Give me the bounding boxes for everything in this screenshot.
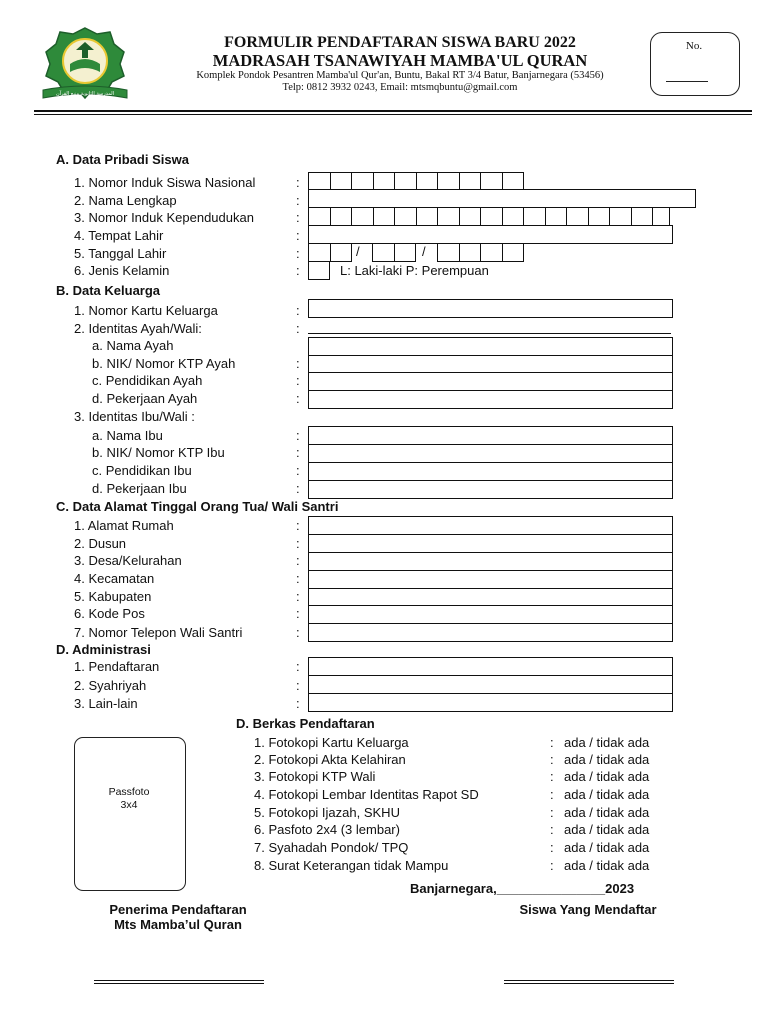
hamlet-input[interactable] — [308, 534, 673, 553]
photo-caption-line1: Passfoto — [108, 786, 150, 798]
date-separator: / — [356, 244, 360, 259]
nik-cells[interactable] — [308, 207, 669, 226]
village-label: 3. Desa/Kelurahan — [74, 553, 182, 568]
district-input[interactable] — [308, 570, 673, 589]
kk-input[interactable] — [308, 299, 673, 318]
colon: : — [296, 228, 300, 243]
colon: : — [296, 625, 300, 640]
school-address: Komplek Pondok Pesantren Mamba'ul Qur'an, Buntu, Bakal RT 3/4 Batur, Banjarnegara (53456) — [196, 70, 604, 81]
registration-number-label: No. — [685, 40, 703, 52]
colon: : — [296, 373, 300, 388]
other-fee-label: 3. Lain-lain — [74, 696, 138, 711]
father-identity-label: 2. Identitas Ayah/Wali: — [74, 321, 202, 336]
receiver-institution: Mts Mamba’ul Quran — [114, 917, 242, 932]
place-date: Banjarnegara,_______________2023 — [410, 881, 635, 896]
svg-text:المدرسة الثانوية منبع القرآن: المدرسة الثانوية منبع القرآن — [55, 91, 115, 97]
registration-number-line — [666, 81, 708, 82]
full-name-input[interactable] — [308, 189, 696, 208]
colon: : — [550, 735, 554, 750]
registration-fee-label: 1. Pendaftaran — [74, 659, 160, 674]
colon: : — [296, 210, 300, 225]
father-identity-line — [308, 333, 671, 334]
village-input[interactable] — [308, 552, 673, 571]
school-contact: Telp: 0812 3932 0243, Email: mtsmqbuntu@gmail.com — [282, 82, 518, 93]
colon: : — [296, 589, 300, 604]
colon: : — [296, 571, 300, 586]
colon: : — [550, 787, 554, 802]
document-status[interactable]: ada / tidak ada — [564, 752, 650, 767]
documents-title: D. Berkas Pendaftaran — [236, 716, 375, 731]
colon: : — [296, 659, 300, 674]
student-signature-line[interactable] — [504, 980, 674, 984]
colon: : — [296, 481, 300, 496]
postal-code-input[interactable] — [308, 605, 673, 624]
mother-nik-label: b. NIK/ Nomor KTP Ibu — [92, 445, 225, 460]
document-item: 7. Syahadah Pondok/ TPQ — [254, 840, 409, 855]
colon: : — [296, 678, 300, 693]
birth-date-label: 5. Tanggal Lahir — [74, 246, 167, 261]
colon: : — [550, 858, 554, 873]
school-logo — [40, 24, 130, 102]
guardian-phone-input[interactable] — [308, 623, 673, 642]
document-item: 6. Pasfoto 2x4 (3 lembar) — [254, 822, 400, 837]
gender-hint: L: Laki-laki P: Perempuan — [340, 263, 489, 278]
mother-job-input[interactable] — [308, 480, 673, 499]
document-status[interactable]: ada / tidak ada — [564, 858, 650, 873]
colon: : — [296, 518, 300, 533]
father-job-input[interactable] — [308, 390, 673, 409]
colon: : — [296, 303, 300, 318]
photo-caption-line2: 3x4 — [120, 799, 138, 811]
full-name-label: 2. Nama Lengkap — [74, 193, 177, 208]
birth-month-cells[interactable] — [372, 243, 415, 262]
document-item: 5. Fotokopi Ijazah, SKHU — [254, 805, 400, 820]
father-name-label: a. Nama Ayah — [92, 338, 174, 353]
address-label: 1. Alamat Rumah — [74, 518, 174, 533]
district-label: 4. Kecamatan — [74, 571, 155, 586]
document-status[interactable]: ada / tidak ada — [564, 840, 650, 855]
regency-label: 5. Kabupaten — [74, 589, 152, 604]
mother-job-label: d. Pekerjaan Ibu — [92, 481, 187, 496]
colon: : — [550, 769, 554, 784]
nik-label: 3. Nomor Induk Kependudukan — [74, 210, 254, 225]
colon: : — [296, 175, 300, 190]
nisn-label: 1. Nomor Induk Siswa Nasional — [74, 175, 256, 190]
school-name: MADRASAH TSANAWIYAH MAMBA'UL QURAN — [212, 51, 588, 70]
section-c-title: C. Data Alamat Tinggal Orang Tua/ Wali Santri — [56, 499, 339, 514]
birth-year-cells[interactable] — [437, 243, 523, 262]
guardian-phone-label: 7. Nomor Telepon Wali Santri — [74, 625, 243, 640]
colon: : — [296, 553, 300, 568]
colon: : — [296, 445, 300, 460]
document-item: 2. Fotokopi Akta Kelahiran — [254, 752, 406, 767]
colon: : — [296, 696, 300, 711]
document-status[interactable]: ada / tidak ada — [564, 787, 650, 802]
colon: : — [296, 536, 300, 551]
father-nik-label: b. NIK/ Nomor KTP Ayah — [92, 356, 236, 371]
colon: : — [550, 822, 554, 837]
gender-input[interactable] — [308, 261, 330, 280]
receiver-signature-line[interactable] — [94, 980, 264, 984]
colon: : — [296, 246, 300, 261]
colon: : — [296, 428, 300, 443]
document-item: 8. Surat Keterangan tidak Mampu — [254, 858, 449, 873]
document-status[interactable]: ada / tidak ada — [564, 769, 650, 784]
mother-name-label: a. Nama Ibu — [92, 428, 163, 443]
father-job-label: d. Pekerjaan Ayah — [92, 391, 198, 406]
postal-code-label: 6. Kode Pos — [74, 606, 145, 621]
colon: : — [296, 193, 300, 208]
colon: : — [550, 752, 554, 767]
mother-education-label: c. Pendidikan Ibu — [92, 463, 192, 478]
colon: : — [296, 321, 300, 336]
form-title: FORMULIR PENDAFTARAN SISWA BARU 2022 — [224, 34, 576, 51]
colon: : — [296, 263, 300, 278]
colon: : — [296, 463, 300, 478]
mother-identity-label: 3. Identitas Ibu/Wali : — [74, 409, 195, 424]
kk-label: 1. Nomor Kartu Keluarga — [74, 303, 218, 318]
birth-place-input[interactable] — [308, 225, 673, 244]
header-divider — [34, 110, 752, 115]
colon: : — [296, 356, 300, 371]
photo-caption — [74, 786, 184, 812]
syahriyah-label: 2. Syahriyah — [74, 678, 147, 693]
colon: : — [296, 606, 300, 621]
date-separator: / — [422, 244, 426, 259]
student-title: Siswa Yang Mendaftar — [519, 902, 657, 917]
gender-label: 6. Jenis Kelamin — [74, 263, 170, 278]
colon: : — [550, 805, 554, 820]
father-education-label: c. Pendidikan Ayah — [92, 373, 203, 388]
receiver-title: Penerima Pendaftaran — [109, 902, 247, 917]
syahriyah-input[interactable] — [308, 675, 673, 694]
document-item: 1. Fotokopi Kartu Keluarga — [254, 735, 409, 750]
document-status[interactable]: ada / tidak ada — [564, 735, 650, 750]
mother-nik-input[interactable] — [308, 444, 673, 463]
mother-education-input[interactable] — [308, 462, 673, 481]
document-status[interactable]: ada / tidak ada — [564, 822, 650, 837]
section-a-title: A. Data Pribadi Siswa — [56, 152, 189, 167]
mother-name-input[interactable] — [308, 426, 673, 445]
document-item: 4. Fotokopi Lembar Identitas Rapot SD — [254, 787, 479, 802]
father-name-input[interactable] — [308, 337, 673, 356]
hamlet-label: 2. Dusun — [74, 536, 127, 551]
registration-fee-input[interactable] — [308, 657, 673, 676]
section-b-title: B. Data Keluarga — [56, 283, 161, 298]
document-status[interactable]: ada / tidak ada — [564, 805, 650, 820]
other-fee-input[interactable] — [308, 693, 673, 712]
address-input[interactable] — [308, 516, 673, 535]
document-item: 3. Fotokopi KTP Wali — [254, 769, 376, 784]
birth-day-cells[interactable] — [308, 243, 351, 262]
birth-place-label: 4. Tempat Lahir — [74, 228, 164, 243]
colon: : — [550, 840, 554, 855]
colon: : — [296, 391, 300, 406]
father-education-input[interactable] — [308, 372, 673, 391]
photo-placeholder[interactable] — [74, 737, 186, 891]
section-d-title: D. Administrasi — [56, 642, 151, 657]
